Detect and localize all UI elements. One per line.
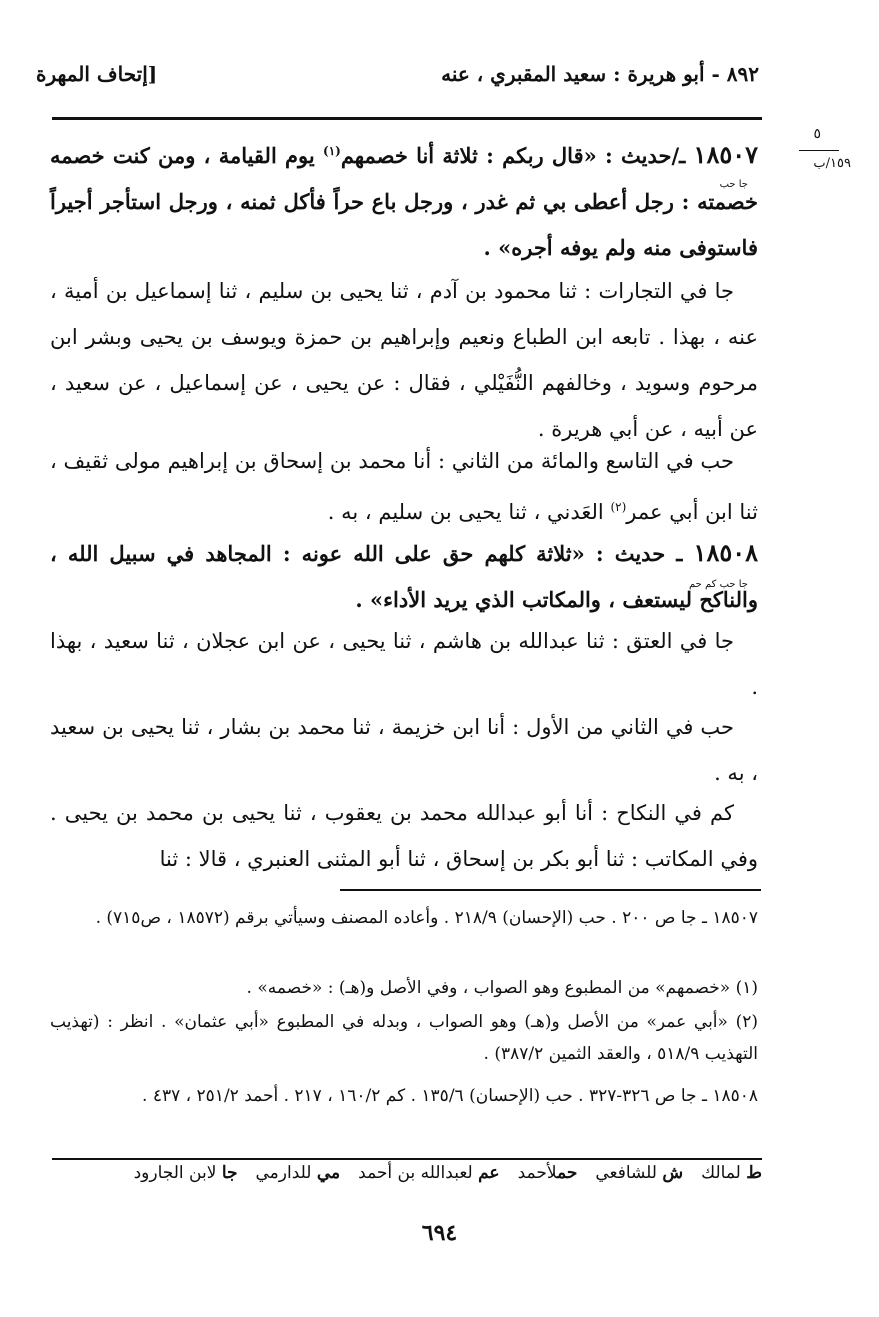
- header-rule: [52, 117, 762, 120]
- paragraph-text-b: العَدني ، ثنا يحيى بن سليم ، به .: [327, 500, 611, 524]
- paragraph-text-a: حب في التاسع والمائة من الثاني : أنا محمد بن إسحاق بن إبراهيم مولى ثقيف ، ثنا ابن أبي عمر: [50, 449, 758, 524]
- footnote-1: (١) «خصمهم» من المطبوع وهو الصواب ، وفي الأصل و(هـ) : «خصمه» .: [246, 978, 758, 998]
- margin-number: ٥: [813, 126, 821, 142]
- paragraph-hb-thani: [50, 704, 758, 796]
- paragraph-text: جا في التجارات : ثنا محمود بن آدم ، ثنا يحيى بن سليم ، ثنا إسماعيل بن أمية ، عنه ، بهذا . تابعه ابن الطباع ونعيم وإبراهيم بن حمزة ويوسف بن يحيى وبشر ابن مرحوم وسويد ، وخالفهم النُّفَيْلي ، فقال : عن يحيى ، عن إسماعيل ، عن سعيد ، عن أبيه ، عن أبي هريرة .: [50, 279, 758, 441]
- paragraph-text: كم في النكاح : أنا أبو عبدالله محمد بن يعقوب ، ثنا يحيى بن محمد بن يحيى . وفي المكاتب : ثنا أبو بكر بن إسحاق ، ثنا أبو المثنى العنبري ، قالا : ثنا: [50, 801, 758, 871]
- footnote-ref-2[interactable]: (٢): [610, 500, 627, 514]
- running-head-chapter: ٨٩٢ - أبو هريرة : سعيد المقبري ، عنه: [441, 62, 759, 86]
- hadith-18508: [50, 530, 758, 623]
- footnote-2: (٢) «أبي عمر» من الأصل و(هـ) وهو الصواب ، وبدله في المطبوع «أبي عثمان» . انظر : (تهذيب التهذيب ٥١٨/٩ ، والعقد الثمين ٣٨٧/٢) .: [50, 1012, 758, 1064]
- footnote-18508: ١٨٥٠٨ ـ جا ص ٣٢٦-٣٢٧ . حب (الإحسان) ١٣٥/٦ . كم ١٦٠/٢ ، ٢١٧ . أحمد ٢٥١/٢ ، ٤٣٧ .: [142, 1086, 758, 1106]
- paragraph-text: جا في العتق : ثنا عبدالله بن هاشم ، ثنا يحيى ، عن ابن عجلان ، ثنا سعيد ، بهذا .: [50, 629, 758, 699]
- hadith-number: ١٨٥٠٧: [693, 140, 758, 169]
- footnote-rule: [340, 889, 761, 891]
- paragraph-ja-tijarat: [50, 268, 758, 452]
- abbreviation-key: [44, 1163, 762, 1183]
- hadith-lead: ـ/حديث : «قال ربكم : ثلاثة أنا خصمهم: [340, 143, 694, 168]
- abbr-jarud: جا لابن الجارود: [133, 1163, 238, 1183]
- footnote-ref-1[interactable]: (١): [323, 144, 341, 158]
- abbreviations-rule: [52, 1158, 762, 1160]
- margin-folio: ١٥٩/ب: [813, 156, 851, 171]
- paragraph-hb-tasi: [50, 438, 758, 535]
- abbr-ahmad: حملأحمد: [517, 1163, 578, 1183]
- hadith-number: ١٨٥٠٨: [693, 538, 758, 567]
- margin-divider: [799, 150, 839, 151]
- paragraph-ja-itq: [50, 618, 758, 710]
- source-sigla: جا حب كم حم: [688, 579, 748, 590]
- abbr-abdullah: عم لعبدالله بن أحمد: [358, 1163, 500, 1183]
- footnote-18507: ١٨٥٠٧ ـ جا ص ٢٠٠ . حب (الإحسان) ٢١٨/٩ . وأعاده المصنف وسيأتي برقم (١٨٥٧٢ ، ص٧١٥) .: [95, 908, 758, 928]
- paragraph-text: حب في الثاني من الأول : أنا ابن خزيمة ، ثنا محمد بن بشار ، ثنا يحيى بن سعيد ، به .: [50, 715, 758, 785]
- paragraph-km-nikah: [50, 790, 758, 882]
- hadith-18507: [50, 128, 758, 271]
- hadith-text: يوم القيامة ، ومن كنت خصمه خصمته : رجل أعطى بي ثم غدر ، ورجل باع حراً فأكل ثمنه ، ورجل استأجر أجيراً فاستوفى منه ولم يوفه أجره» .: [50, 143, 758, 260]
- abbr-shafii: ش للشافعي: [595, 1163, 684, 1183]
- page-number: ٦٩٤: [421, 1220, 458, 1246]
- abbr-darimi: مي للدارمي: [255, 1163, 341, 1183]
- abbr-malik: ط لمالك: [701, 1163, 762, 1183]
- running-head-book-title: [إتحاف المهرة: [36, 62, 158, 86]
- source-sigla: جا حب: [719, 179, 748, 190]
- hadith-text: ـ حديث : «ثلاثة كلهم حق على الله عونه : المجاهد في سبيل الله ، والناكح ليستعف ، والمكاتب الذي يريد الأداء» .: [50, 541, 758, 612]
